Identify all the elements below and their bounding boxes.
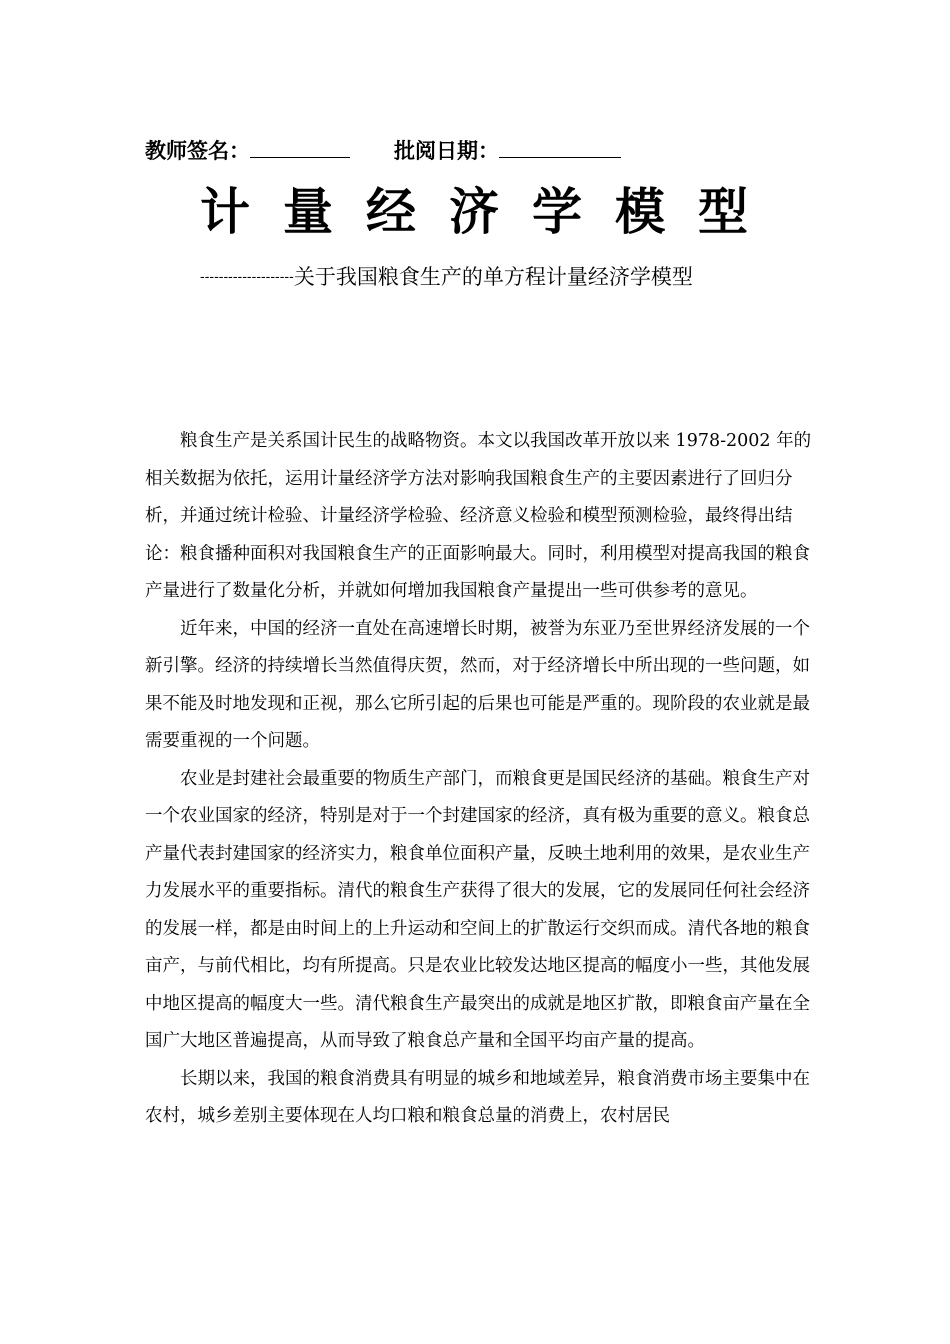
paragraph-abstract: 粮食生产是关系国计民生的战略物资。本文以我国改革开放以来 1978-2002 年的相关数据为依托，运用计量经济学方法对影响我国粮食生产的主要因素进行了回归分析，并通过统计检验、计量经济学检验、经济意义检验和模型预测检验，最终得出结论：粮食播种面积对我国粮食生产的正面影响最大。同时，利用模型对提高我国的粮食产量进行了数量化分析，并就如何增加我国粮食产量提出一些可供参考的意见。 xyxy=(145,431,812,601)
body-text xyxy=(145,423,815,1136)
teacher-signature-label: 教师签名： xyxy=(145,139,250,163)
review-date-label: 批阅日期： xyxy=(394,139,499,163)
signature-row xyxy=(145,136,621,166)
teacher-signature-blank[interactable] xyxy=(250,137,350,158)
subtitle-text: 关于我国粮食生产的单方程计量经济学模型 xyxy=(293,265,693,289)
review-date-blank[interactable] xyxy=(499,137,621,158)
paragraph-agriculture: 农业是封建社会最重要的物质生产部门，而粮食更是国民经济的基础。粮食生产对一个农业国家的经济，特别是对于一个封建国家的经济，真有极为重要的意义。粮食总产量代表封建国家的经济实力，粮食单位面积产量，反映土地利用的效果，是农业生产力发展水平的重要指标。清代的粮食生产获得了很大的发展，它的发展同任何社会经济的发展一样，都是由时间上的上升运动和空间上的扩散运行交织而成。清代各地的粮食亩产，与前代相比，均有所提高。只是农业比较发达地区提高的幅度小一些，其他发展中地区提高的幅度大一些。清代粮食生产最突出的成就是地区扩散，即粮食亩产量在全国广大地区普遍提高，从而导致了粮食总产量和全国平均亩产量的提高。 xyxy=(145,768,810,1051)
paragraph-consumption: 长期以来，我国的粮食消费具有明显的城乡和地域差异，粮食消费市场主要集中在农村，城乡差别主要体现在人均口粮和粮食总量的消费上，农村居民 xyxy=(145,1068,810,1126)
paragraph-intro: 近年来，中国的经济一直处在高速增长时期，被誉为东亚乃至世界经济发展的一个新引擎。经济的持续增长当然值得庆贺，然而，对于经济增长中所出现的一些问题，如果不能及时地发现和正视，那么它所引起的后果也可能是严重的。现阶段的农业就是最需要重视的一个问题。 xyxy=(145,618,810,751)
page-title: 计量经济学模型 xyxy=(200,183,781,241)
subtitle xyxy=(200,262,693,293)
subtitle-dashes: -------------------- xyxy=(200,270,294,285)
